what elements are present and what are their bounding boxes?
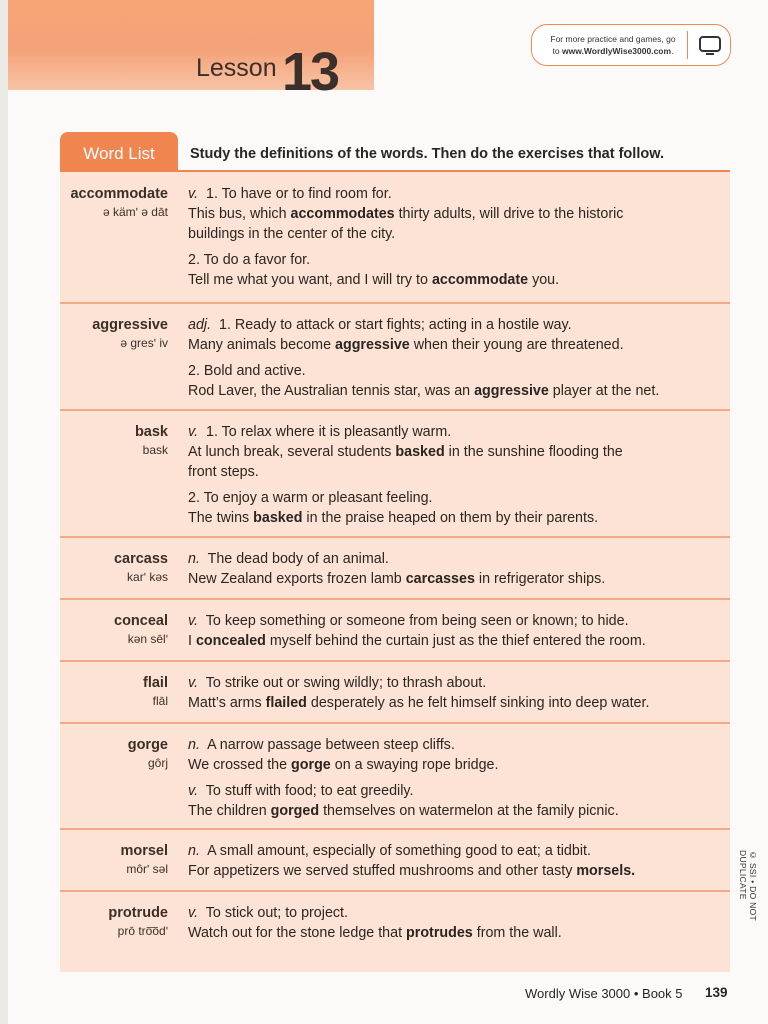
definition-text: 1. Ready to attack or start fights; acting in a hostile way. (211, 317, 572, 333)
definition-line (188, 184, 723, 204)
part-of-speech: n. (188, 843, 200, 859)
promo-url[interactable]: www.WordlyWise3000.com (562, 46, 672, 56)
definition-line (188, 861, 723, 881)
promo-box[interactable] (531, 24, 731, 66)
definition-text: myself behind the curtain just as the thief entered the room. (265, 633, 646, 649)
highlighted-word: aggressive (335, 337, 410, 353)
definition-text: For appetizers we served stuffed mushrooms and other tasty (188, 863, 577, 879)
headword-block (70, 184, 168, 220)
definition-text: 2. Bold and active. (188, 363, 306, 379)
part-of-speech: v. (188, 905, 199, 921)
highlighted-word: accommodates (290, 206, 395, 222)
definition-block (188, 422, 723, 528)
definition-text: Rod Laver, the Australian tennis star, was an (188, 383, 475, 399)
entry-divider (60, 828, 730, 830)
definition-block (188, 315, 723, 401)
promo-divider (687, 31, 688, 59)
definition-line (188, 315, 723, 335)
pronunciation: môrʹ səl (126, 862, 168, 876)
lesson-number: 13 (282, 42, 339, 102)
definition-block (188, 184, 723, 290)
headword-block (92, 315, 168, 351)
definition-text: on a swaying rope bridge. (330, 757, 499, 773)
entry-divider (60, 598, 730, 600)
definition-line (188, 270, 723, 290)
definition-text: The children (188, 803, 271, 819)
definition-text: 2. To enjoy a warm or pleasant feeling. (188, 490, 433, 506)
pronunciation: ə gresʹ iv (120, 336, 168, 350)
headword-block (135, 422, 168, 458)
pronunciation: bask (142, 443, 168, 457)
pronunciation: gôrj (147, 756, 168, 770)
lesson-banner (8, 0, 374, 102)
definition-text: I (188, 633, 196, 649)
part-of-speech: v. (188, 675, 199, 691)
definition-text: Many animals become (188, 337, 336, 353)
lesson-label: Lesson (196, 54, 277, 82)
highlighted-word: carcasses (405, 571, 475, 587)
definition-line (188, 735, 723, 755)
definition-line (188, 224, 723, 244)
pronunciation: karʹ kəs (127, 570, 168, 584)
instructions: Study the definitions of the words. Then do the exercises that follow. (190, 146, 664, 162)
entry-divider (60, 409, 730, 411)
copyright-note: © SSI • DO NOT DUPLICATE (738, 850, 758, 921)
monitor-icon (698, 34, 722, 58)
definition-text: when their young are threatened. (409, 337, 624, 353)
part-of-speech: v. (188, 613, 199, 629)
promo-text: For more practice and games, go to www.WordlyWise3000.com. (550, 34, 676, 56)
highlighted-word: accommodate (431, 272, 529, 288)
definition-text: buildings in the center of the city. (188, 226, 396, 242)
definition-line (188, 569, 723, 589)
headword-block (114, 549, 168, 585)
definition-line (188, 781, 723, 801)
word-entries (60, 172, 730, 972)
part-of-speech: n. (188, 551, 200, 567)
definition-text: To stuff with food; to eat greedily. (198, 783, 414, 799)
highlighted-word: gorged (270, 803, 320, 819)
headword: morsel (120, 843, 168, 859)
headword: accommodate (70, 186, 168, 202)
definition-text: Matt’s arms (188, 695, 266, 711)
part-of-speech: v. (188, 424, 199, 440)
pronunciation: ə kämʹ ə dāt (103, 205, 168, 219)
word-list-tab: Word List (60, 132, 178, 172)
definition-text: New Zealand exports frozen lamb (188, 571, 406, 587)
headword-block (128, 735, 168, 771)
definition-block (188, 673, 723, 713)
definition-line (188, 903, 723, 923)
definition-text: in the sunshine flooding the (444, 444, 623, 460)
definition-block (188, 735, 723, 821)
definition-line (188, 801, 723, 821)
definition-line (188, 422, 723, 442)
pronunciation: flāl (152, 694, 168, 708)
highlighted-word: basked (253, 510, 303, 526)
highlighted-word: morsels. (576, 863, 636, 879)
definition-text: To keep something or someone from being seen or known; to hide. (198, 613, 629, 629)
part-of-speech: v. (188, 783, 199, 799)
headword-block (114, 611, 168, 647)
definition-text: At lunch break, several students (188, 444, 396, 460)
definition-block (188, 841, 723, 881)
headword-block (120, 841, 168, 877)
definition-text: We crossed the (188, 757, 292, 773)
headword: carcass (113, 551, 168, 567)
definition-line (188, 462, 723, 482)
definition-text: in the praise heaped on them by their parents. (302, 510, 599, 526)
part-of-speech: adj. (188, 317, 212, 333)
definition-line (188, 442, 723, 462)
definition-text: Tell me what you want, and I will try to (188, 272, 432, 288)
pronunciation: prō tro͞odʹ (117, 924, 168, 938)
definition-text: 1. To have or to find room for. (198, 186, 392, 202)
definition-block (188, 611, 723, 651)
highlighted-word: basked (395, 444, 445, 460)
definition-text: A narrow passage between steep cliffs. (199, 737, 455, 753)
definition-text: desperately as he felt himself sinking into deep water. (306, 695, 650, 711)
definition-line (188, 335, 723, 355)
page-number: 139 (705, 985, 728, 1000)
entry-divider (60, 722, 730, 724)
entry-divider (60, 536, 730, 538)
highlighted-word: flailed (265, 695, 307, 711)
definition-line (188, 508, 723, 528)
definition-line (188, 488, 723, 508)
page-edge (0, 0, 8, 1024)
definition-text: 2. To do a favor for. (188, 252, 311, 268)
definition-text: Watch out for the stone ledge that (188, 925, 407, 941)
definition-text: themselves on watermelon at the family picnic. (319, 803, 619, 819)
headword: protrude (108, 905, 168, 921)
definition-text: To strike out or swing wildly; to thrash about. (198, 675, 487, 691)
entry-divider (60, 890, 730, 892)
definition-text: The twins (188, 510, 254, 526)
headword-block (143, 673, 168, 709)
headword: bask (134, 424, 168, 440)
definition-text: This bus, which (188, 206, 291, 222)
definition-text: 1. To relax where it is pleasantly warm. (198, 424, 452, 440)
word-list-header (60, 132, 730, 172)
definition-text: To stick out; to project. (198, 905, 348, 921)
entry-divider (60, 660, 730, 662)
definition-text: thirty adults, will drive to the historic (394, 206, 624, 222)
highlighted-word: gorge (291, 757, 331, 773)
definition-line (188, 755, 723, 775)
definition-line (188, 204, 723, 224)
definition-text: in refrigerator ships. (474, 571, 606, 587)
definition-line (188, 693, 723, 713)
definition-block (188, 549, 723, 589)
definition-line (188, 549, 723, 569)
definition-block (188, 903, 723, 943)
definition-line (188, 250, 723, 270)
definition-text: player at the net. (548, 383, 660, 399)
headword: conceal (114, 613, 168, 629)
headword-block (108, 903, 168, 939)
definition-line (188, 673, 723, 693)
headword: gorge (127, 737, 168, 753)
definition-text: front steps. (188, 464, 259, 480)
highlighted-word: concealed (195, 633, 266, 649)
highlighted-word: protrudes (406, 925, 473, 941)
pronunciation: kən sēlʹ (127, 632, 168, 646)
definition-line (188, 381, 723, 401)
definition-text: A small amount, especially of something good to eat; a tidbit. (199, 843, 591, 859)
definition-line (188, 923, 723, 943)
definition-text: from the wall. (472, 925, 562, 941)
part-of-speech: v. (188, 186, 199, 202)
part-of-speech: n. (188, 737, 200, 753)
footer-book-title: Wordly Wise 3000 • Book 5 (525, 986, 683, 1001)
definition-line (188, 841, 723, 861)
headword: flail (143, 675, 168, 691)
definition-text: The dead body of an animal. (199, 551, 389, 567)
highlighted-word: aggressive (474, 383, 549, 399)
entry-divider (60, 302, 730, 304)
definition-text: you. (528, 272, 560, 288)
definition-line (188, 631, 723, 651)
definition-line (188, 611, 723, 631)
definition-line (188, 361, 723, 381)
headword: aggressive (92, 317, 168, 333)
